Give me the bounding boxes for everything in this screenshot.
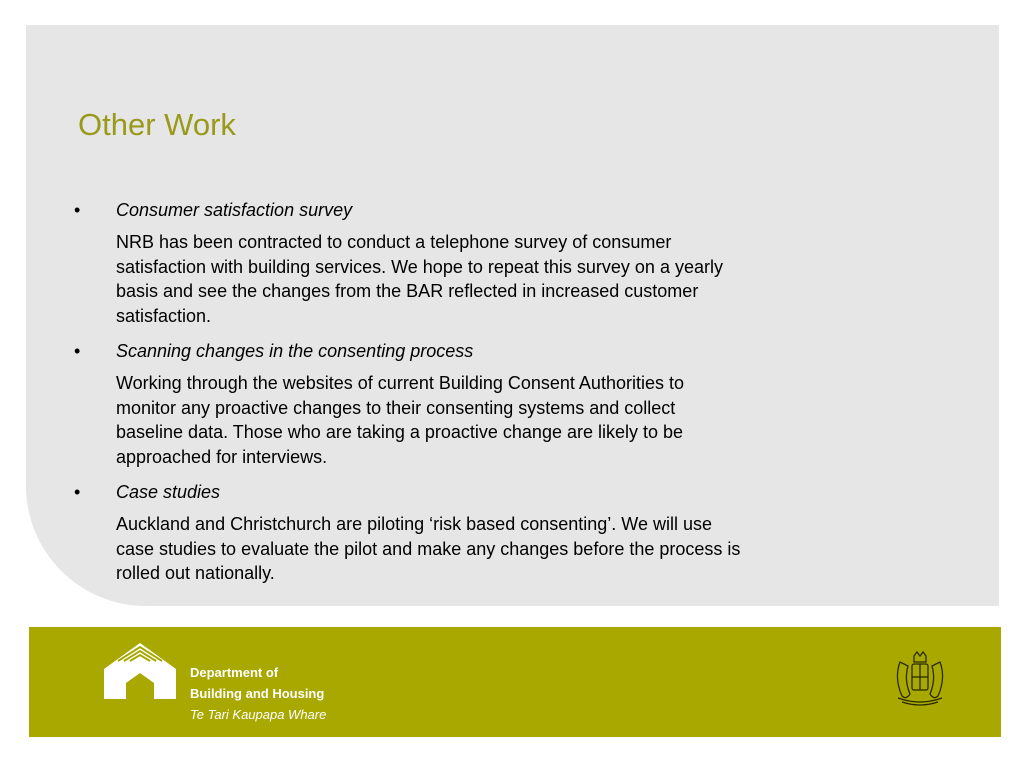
slide-title: Other Work <box>78 107 236 142</box>
dept-line-3: Te Tari Kaupapa Whare <box>190 707 327 722</box>
list-item <box>74 339 744 469</box>
nz-coat-of-arms-icon <box>886 650 954 708</box>
item-heading: Case studies <box>116 482 221 503</box>
bullet-list <box>74 198 744 597</box>
bullet-marker: • <box>74 482 81 503</box>
dept-line-2: Building and Housing <box>190 686 325 701</box>
item-text: NRB has been contracted to conduct a telephone survey of consumer satisfaction with building services. We hope to repeat this survey on a yearly basis and see the changes from the BAR reflected in increased customer satisfaction. <box>116 232 723 326</box>
bullet-marker: • <box>74 341 81 362</box>
list-item <box>74 480 744 586</box>
item-text: Auckland and Christchurch are piloting ‘risk based consenting’. We will use case studies to evaluate the pilot and make any changes before the process is rolled out nationally. <box>116 514 741 584</box>
list-item <box>74 198 744 328</box>
item-heading: Scanning changes in the consenting process <box>116 341 474 362</box>
department-name <box>190 662 326 725</box>
item-text: Working through the websites of current Building Consent Authorities to monitor any proactive changes to their consenting systems and collect baseline data. Those who are taking a proactive change are likely to be approached for interviews. <box>116 373 684 467</box>
dept-line-1: Department of <box>190 665 279 680</box>
dbh-house-logo-icon <box>100 639 180 703</box>
bullet-marker: • <box>74 200 81 220</box>
item-heading: Consumer satisfaction survey <box>116 200 353 220</box>
